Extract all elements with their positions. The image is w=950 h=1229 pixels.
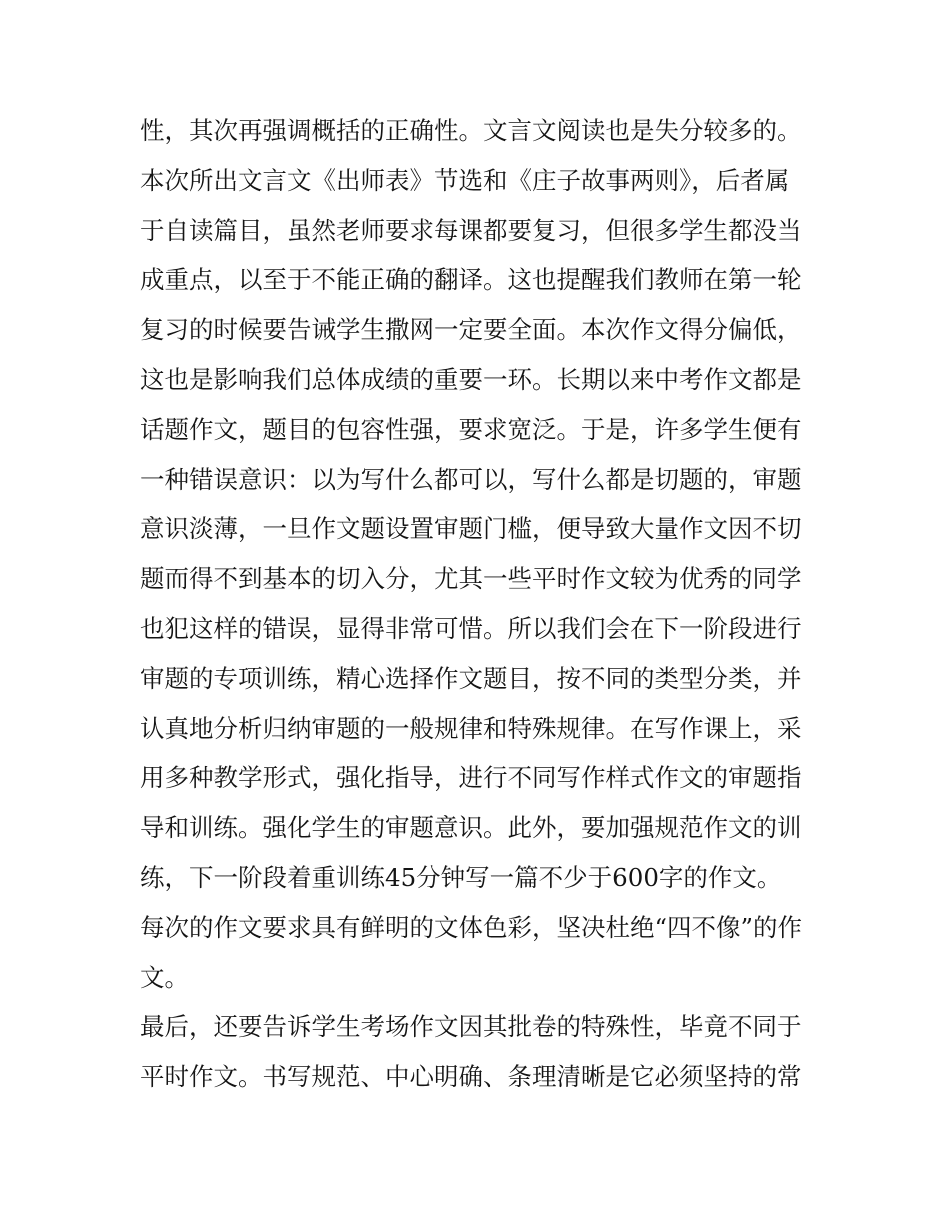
text-line: 认真地分析归纳审题的一般规律和特殊规律。在写作课上，采 — [140, 713, 802, 743]
text-line: 性，其次再强调概括的正确性。文言文阅读也是失分较多的。 — [140, 116, 802, 145]
text-line: 题而得不到基本的切入分，尤其一些平时作文较为优秀的同学 — [140, 564, 802, 594]
text-line: 话题作文，题目的包容性强，要求宽泛。于是，许多学生便有 — [140, 414, 802, 444]
text-line: 审题的专项训练，精心选择作文题目，按不同的类型分类，并 — [140, 663, 802, 693]
text-line: 成重点，以至于不能正确的翻译。这也提醒我们教师在第一轮 — [140, 265, 802, 295]
text-line: 练，下一阶段着重训练45分钟写一篇不少于600字的作文。 — [140, 862, 782, 892]
body-text — [140, 106, 820, 1102]
text-line: 一种错误意识：以为写什么都可以，写什么都是切题的，审题 — [140, 464, 802, 494]
text-line: 每次的作文要求具有鲜明的文体色彩，坚决杜绝“四不像”的作 — [140, 912, 803, 942]
text-line: 平时作文。书写规范、中心明确、条理清晰是它必须坚持的常 — [140, 1062, 802, 1092]
text-line: 用多种教学形式，强化指导，进行不同写作样式作文的审题指 — [140, 763, 802, 793]
text-line: 本次所出文言文《出师表》节选和《庄子故事两则》，后者属 — [140, 165, 790, 195]
text-line: 意识淡薄，一旦作文题设置审题门槛，便导致大量作文因不切 — [140, 514, 802, 544]
text-line: 复习的时候要告诫学生撒网一定要全面。本次作文得分偏低， — [140, 315, 802, 345]
text-line: 也犯这样的错误，显得非常可惜。所以我们会在下一阶段进行 — [140, 613, 802, 643]
text-line: 文。 — [140, 962, 189, 992]
text-line: 最后，还要告诉学生考场作文因其批卷的特殊性，毕竟不同于 — [140, 1012, 802, 1042]
text-line: 导和训练。强化学生的审题意识。此外，要加强规范作文的训 — [140, 813, 802, 843]
text-line: 于自读篇目，虽然老师要求每课都要复习，但很多学生都没当 — [140, 215, 802, 245]
text-line: 这也是影响我们总体成绩的重要一环。长期以来中考作文都是 — [140, 364, 802, 394]
